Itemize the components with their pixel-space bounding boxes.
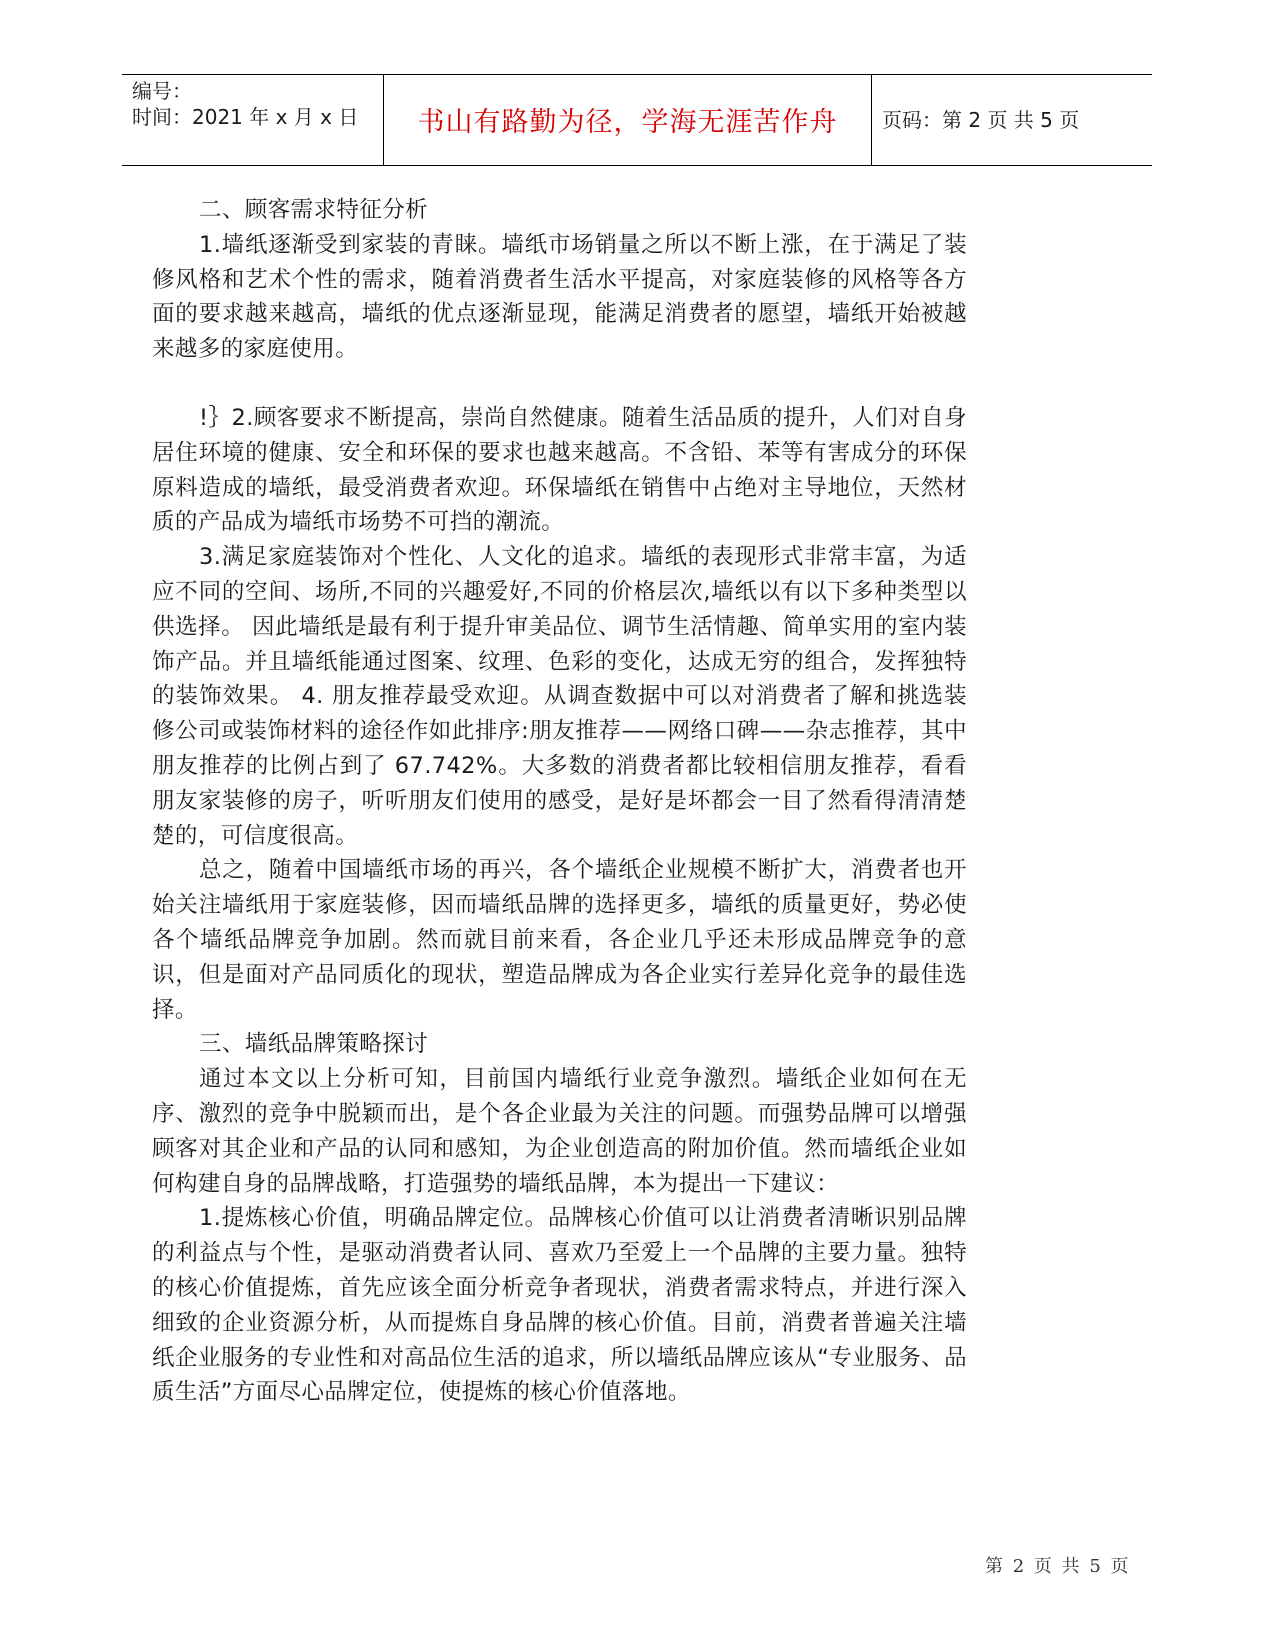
paragraph-personalization: 3.满足家庭装饰对个性化、人文化的追求。墙纸的表现形式非常丰富，为适应不同的空间、场所,不同的兴趣爱好,不同的价格层次,墙纸以有以下多种类型以供选择。 因此墙纸是最有利于提升审美品位、调节生活情趣、简单实用的室内装饰产品。并且墙纸能通过图案、纹理、色彩的变化，达成无穷的组合，发挥独特的装饰效果。 4. 朋友推荐最受欢迎。从调查数据中可以对消费者了解和挑选装修公司或装饰材料的途径作如此排序:朋友推荐——网络口碑——杂志推荐，其中朋友推荐的比例占到了 67.742%。大多数的消费者都比较相信朋友推荐，看看朋友家装修的房子，听听朋友们使用的感受，是好是坏都会一目了然看得清清楚楚的，可信度很高。 xyxy=(152,544,967,849)
section-heading-customer-needs: 二、顾客需求特征分析 xyxy=(199,197,429,223)
document-time-label: 时间：2021 年 x 月 x 日 xyxy=(132,105,359,129)
header-page-info: 页码：第 2 页 共 5 页 xyxy=(882,108,1080,132)
document-header xyxy=(122,74,1152,166)
page-footer: 第 2 页 共 5 页 xyxy=(985,1556,1131,1577)
header-page-cell xyxy=(872,75,1152,165)
header-motto: 书山有路勤为径，学海无涯苦作舟 xyxy=(417,107,838,138)
paragraph-summary: 总之，随着中国墙纸市场的再兴，各个墙纸企业规模不断扩大，消费者也开始关注墙纸用于家庭装修，因而墙纸品牌的选择更多，墙纸的质量更好，势必使各个墙纸品牌竞争加剧。然而就目前来看，各企业几乎还未形成品牌竞争的意识，但是面对产品同质化的现状，塑造品牌成为各企业实行差异化竞争的最佳选择。 xyxy=(152,857,967,1023)
header-meta-cell xyxy=(122,75,384,165)
paragraph-wallpaper-popularity: 1.墙纸逐渐受到家装的青睐。墙纸市场销量之所以不断上涨，在于满足了装修风格和艺术个性的需求，随着消费者生活水平提高，对家庭装修的风格等各方面的要求越来越高，墙纸的优点逐渐显现，能满足消费者的愿望，墙纸开始被越来越多的家庭使用。 xyxy=(152,231,967,363)
document-body xyxy=(152,193,967,1410)
section-heading-brand-strategy: 三、墙纸品牌策略探讨 xyxy=(199,1031,429,1058)
document-number-label: 编号： xyxy=(132,79,192,103)
paragraph-core-value: 1.提炼核心价值，明确品牌定位。品牌核心价值可以让消费者清晰识别品牌的利益点与个性，是驱动消费者认同、喜欢乃至爱上一个品牌的主要力量。独特的核心价值提炼，首先应该全面分析竞争者现状，消费者需求特点，并进行深入细致的企业资源分析，从而提炼自身品牌的核心价值。目前，消费者普遍关注墙纸企业服务的专业性和对高品位生活的追求，所以墙纸品牌应该从“专业服务、品质生活”方面尽心品牌定位，使提炼的核心价值落地。 xyxy=(152,1205,967,1406)
paragraph-rising-requirements: !｝2.顾客要求不断提高，崇尚自然健康。随着生活品质的提升，人们对自身居住环境的健康、安全和环保的要求也越来越高。不含铅、苯等有害成分的环保原料造成的墙纸，最受消费者欢迎。环保墙纸在销售中占绝对主导地位，天然材质的产品成为墙纸市场势不可挡的潮流。 xyxy=(152,404,967,536)
paragraph-strategy-intro: 通过本文以上分析可知，目前国内墙纸行业竞争激烈。墙纸企业如何在无序、激烈的竞争中脱颖而出，是个各企业最为关注的问题。而强势品牌可以增强顾客对其企业和产品的认同和感知，为企业创造高的附加价值。然而墙纸企业如何构建自身的品牌战略，打造强势的墙纸品牌，本为提出一下建议： xyxy=(152,1066,967,1197)
header-motto-cell xyxy=(384,75,872,165)
